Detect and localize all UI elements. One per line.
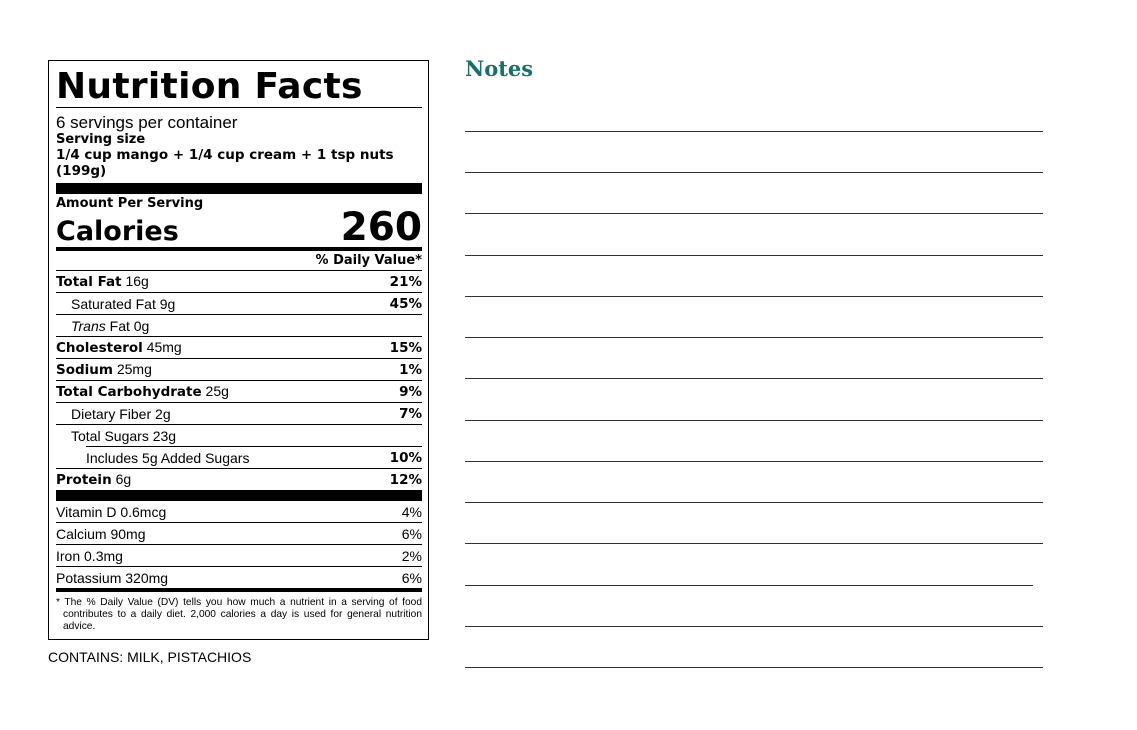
note-line [465, 420, 1043, 421]
note-line [465, 461, 1043, 462]
nutrient-name: Total Sugars [71, 427, 149, 444]
nutrient-row-saturated-fat [56, 292, 422, 314]
divider-medium [56, 588, 422, 592]
note-line [465, 337, 1043, 338]
nutrient-row-total-fat [56, 270, 422, 292]
nutrient-amount: 0g [133, 317, 150, 334]
nutrition-facts-label [48, 60, 429, 640]
vitamin-name: Iron 0.3mg [56, 547, 123, 564]
nutrient-amount: 23g [152, 427, 177, 444]
nutrient-amount: 25g [205, 383, 229, 399]
nutrient-name: Saturated Fat [71, 295, 156, 312]
daily-value-header: % Daily Value* [315, 253, 422, 268]
nutrient-name: Trans [71, 317, 106, 334]
divider-thick [56, 490, 422, 501]
nutrient-row-cholesterol [56, 336, 422, 358]
nutrient-row-total-sugars [56, 424, 422, 446]
nutrient-amount: 25mg [116, 361, 152, 377]
nutrient-dv: 1% [399, 361, 422, 378]
serving-size-value: 1/4 cup mango + 1/4 cup cream + 1 tsp nuts (199g) [56, 147, 394, 179]
note-line [465, 213, 1043, 214]
nutrient-dv: 9% [399, 383, 422, 400]
nutrient-dv: 10% [389, 449, 422, 466]
nutrient-amount: 6g [115, 471, 132, 487]
note-line [465, 378, 1043, 379]
nutrient-dv: 7% [399, 405, 422, 422]
calories-value: 260 [340, 205, 422, 250]
vitamin-row-calcium [56, 522, 422, 544]
nutrient-row-added-sugars [86, 446, 422, 468]
vitamin-row-potassium [56, 566, 422, 588]
amount-per-serving: Amount Per Serving [56, 196, 204, 211]
note-line [465, 296, 1043, 297]
divider [56, 107, 422, 108]
note-line [465, 255, 1043, 256]
added-sugars-wrap [86, 446, 422, 468]
nutrient-name-rest: Fat [109, 317, 130, 334]
nutrient-name: Total Carbohydrate [56, 384, 202, 400]
calories-row [56, 205, 422, 250]
nutrient-row-protein [56, 468, 422, 490]
calories-label: Calories [56, 216, 179, 247]
nutrient-name: Protein [56, 472, 112, 488]
notes-title: Notes [465, 56, 534, 81]
vitamin-dv: 6% [401, 525, 422, 542]
nutrient-name: Includes 5g Added Sugars [86, 449, 250, 466]
note-line [465, 543, 1043, 544]
note-line [465, 585, 1033, 586]
servings-per-container: 6 servings per container [56, 113, 238, 132]
vitamin-dv: 4% [401, 503, 422, 520]
divider-thick [56, 183, 422, 194]
note-line [465, 502, 1043, 503]
nutrient-amount: 45mg [146, 339, 182, 355]
vitamin-name: Potassium 320mg [56, 569, 169, 586]
allergen-statement: CONTAINS: MILK, PISTACHIOS [48, 649, 252, 665]
note-line [465, 667, 1043, 668]
nutrition-facts-title: Nutrition Facts [56, 66, 363, 107]
note-line [465, 172, 1043, 173]
note-line [465, 131, 1043, 132]
nutrient-row-total-carbohydrate [56, 380, 422, 402]
nutrient-name: Total Fat [56, 274, 122, 290]
nutrient-amount: 9g [159, 295, 176, 312]
serving-size-label: Serving size [56, 132, 146, 147]
vitamin-dv: 6% [401, 569, 422, 586]
nutrient-amount: 16g [125, 273, 149, 289]
nutrient-dv: 21% [389, 273, 422, 290]
daily-value-footnote: * The % Daily Value (DV) tells you how much a nutrient in a serving of food contributes to a daily diet. 2,000 calories a day is used for general nutrition advice. [56, 597, 422, 632]
vitamin-dv: 2% [401, 547, 422, 564]
vitamin-name: Vitamin D 0.6mcg [56, 503, 167, 520]
nutrient-amount: 2g [155, 405, 171, 422]
nutrient-name: Sodium [56, 362, 113, 378]
nutrient-row-sodium [56, 358, 422, 380]
note-line [465, 626, 1043, 627]
nutrient-name: Dietary Fiber [71, 405, 152, 422]
nutrient-dv: 12% [389, 471, 422, 488]
vitamin-row-vitamin-d [56, 501, 422, 522]
vitamin-row-iron [56, 544, 422, 566]
nutrient-dv: 45% [389, 295, 422, 312]
nutrient-dv: 15% [389, 339, 422, 356]
nutrient-row-trans-fat [56, 314, 422, 336]
nutrient-name: Cholesterol [56, 340, 143, 356]
nutrient-row-dietary-fiber [56, 402, 422, 424]
vitamin-name: Calcium 90mg [56, 525, 146, 542]
